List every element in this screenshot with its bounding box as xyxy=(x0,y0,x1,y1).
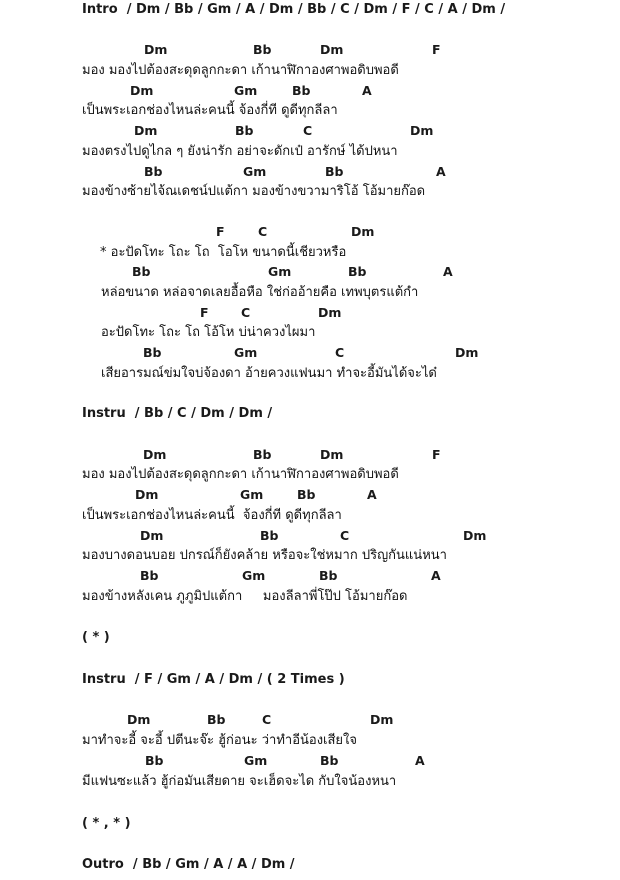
chord: Gm xyxy=(268,264,292,279)
repeat-chorus-marker: ( * ) xyxy=(82,630,110,645)
chord: Dm xyxy=(320,42,344,57)
chord: Bb xyxy=(253,42,272,57)
chord: Bb xyxy=(253,447,272,462)
chord: Bb xyxy=(235,123,254,138)
chord: Bb xyxy=(292,83,311,98)
instrumental-1: Instru / Bb / C / Dm / Dm / xyxy=(82,406,273,421)
chord: C xyxy=(335,345,345,360)
chord: A xyxy=(436,164,446,179)
verse3-chord-row xyxy=(0,712,620,728)
outro-chords: Outro / Bb / Gm / A / A / Dm / xyxy=(82,857,295,872)
verse1-chord-row xyxy=(0,164,620,180)
verse2-lyric-line: มองข้างหลังเคน ภูภูมิปแต้กา มองลีลาพี่โป๊ป โอ้มายก๊อด xyxy=(82,589,408,604)
chord: Dm xyxy=(455,345,479,360)
intro-chords: Intro / Dm / Bb / Gm / A / Dm / Bb / C / Dm / F / C / A / Dm / xyxy=(82,2,506,17)
chord: Bb xyxy=(320,753,339,768)
chord: C xyxy=(241,305,251,320)
chord: A xyxy=(367,487,377,502)
chord: F xyxy=(216,224,225,239)
chord: Dm xyxy=(135,487,159,502)
verse3-chord-row xyxy=(0,753,620,769)
chord: Gm xyxy=(243,164,267,179)
chord: Gm xyxy=(244,753,268,768)
chord: Bb xyxy=(319,568,338,583)
verse1-lyric-line: มอง มองไปต้องสะดุดลูกกะดา เก้านาฬิกาองศาพอดิบพอดี xyxy=(82,63,399,78)
verse1-lyric-line: มองตรงไปดูไกล ๆ ยังน่ารัก อย่าจะดักเป๋ อารักษ์ ได้ปหนา xyxy=(82,144,398,159)
verse1-chord-row xyxy=(0,83,620,99)
chord: Bb xyxy=(325,164,344,179)
chord: Bb xyxy=(132,264,151,279)
chord: Gm xyxy=(242,568,266,583)
chord: Dm xyxy=(318,305,342,320)
verse2-lyric-line: มอง มองไปต้องสะดุดลูกกะดา เก้านาฬิกาองศาพอดิบพอดี xyxy=(82,467,399,482)
chord: Dm xyxy=(463,528,487,543)
chord: Bb xyxy=(144,164,163,179)
chord: F xyxy=(432,42,441,57)
chord: Dm xyxy=(144,42,168,57)
chord: Gm xyxy=(240,487,264,502)
verse3-lyric-line: มีแฟนซะแล้ว ฮู้ก่อมันเสียดาย จะเฮ็ดจะได กับใจน้องหนา xyxy=(82,774,397,789)
chord: A xyxy=(443,264,453,279)
chord: Bb xyxy=(143,345,162,360)
chord: Dm xyxy=(140,528,164,543)
chord: A xyxy=(415,753,425,768)
chord: C xyxy=(340,528,350,543)
verse1-lyric-line: มองข้างซ้ายไจ้ณเดชน์ปแต้กา มองข้างขวามาริโอ้ โอ้มายก๊อด xyxy=(82,184,426,199)
chord: Gm xyxy=(234,345,258,360)
chord: Bb xyxy=(260,528,279,543)
chorus-lyric-line: เสียอารมณ์ข่มใจบ่จ้องดา อ้ายควงแฟนมา ทำจะอี้มันได้จะได๋ xyxy=(101,366,437,381)
chord: Dm xyxy=(143,447,167,462)
chord: Dm xyxy=(410,123,434,138)
verse2-chord-row xyxy=(0,447,620,463)
chorus-chord-row xyxy=(0,305,620,321)
chord: Bb xyxy=(145,753,164,768)
chord: A xyxy=(431,568,441,583)
chord: Bb xyxy=(348,264,367,279)
chorus-lyric-line: อะปัดโทะ โถะ โถ โอ้โห บ่น่าควงไผมา xyxy=(101,325,316,340)
chord: Dm xyxy=(127,712,151,727)
chord: Bb xyxy=(140,568,159,583)
verse1-chord-row xyxy=(0,42,620,58)
verse2-lyric-line: มองบางดอนบอย ปกรณ์ก็ยังคล้าย หรือจะใช่หมาก ปริญกันแน่หนา xyxy=(82,548,447,563)
chord: Dm xyxy=(320,447,344,462)
chorus-chord-row xyxy=(0,224,620,240)
chord: F xyxy=(432,447,441,462)
chord: Dm xyxy=(130,83,154,98)
chord: F xyxy=(200,305,209,320)
verse2-chord-row xyxy=(0,528,620,544)
chord: Dm xyxy=(134,123,158,138)
chord: Gm xyxy=(234,83,258,98)
chord: A xyxy=(362,83,372,98)
repeat-chorus-twice-marker: ( * , * ) xyxy=(82,816,131,831)
verse2-chord-row xyxy=(0,487,620,503)
verse1-lyric-line: เป็นพระเอกช่องไหนล่ะคนนี้ จ้องกี่ที ดูดีทุกลีลา xyxy=(82,103,338,118)
chord: C xyxy=(258,224,268,239)
chord: C xyxy=(303,123,313,138)
chord: Bb xyxy=(297,487,316,502)
chord: Dm xyxy=(351,224,375,239)
chorus-lyric-line: * อะปัดโทะ โถะ โถ โอโห ขนาดนี้เชียวหรือ xyxy=(100,245,347,260)
chord: C xyxy=(262,712,272,727)
verse2-lyric-line: เป็นพระเอกช่องไหนล่ะคนนี้ จ้องกี่ที ดูดีทุกลีลา xyxy=(82,508,342,523)
chord: Bb xyxy=(207,712,226,727)
chorus-lyric-line: หล่อขนาด หล่อจาดเลยอื้อหือ ใช่ก่ออ้ายคือ เทพบุตรแต้กำ xyxy=(101,285,419,300)
verse2-chord-row xyxy=(0,568,620,584)
chorus-chord-row xyxy=(0,345,620,361)
chord: Dm xyxy=(370,712,394,727)
instrumental-2: Instru / F / Gm / A / Dm / ( 2 Times ) xyxy=(82,672,345,687)
chorus-chord-row xyxy=(0,264,620,280)
verse1-chord-row xyxy=(0,123,620,139)
verse3-lyric-line: มาทำจะอี้ จะอี้ ปตีนะจ๊ะ ฮู้ก่อนะ ว่าทำอีน้องเสียใจ xyxy=(82,733,358,748)
